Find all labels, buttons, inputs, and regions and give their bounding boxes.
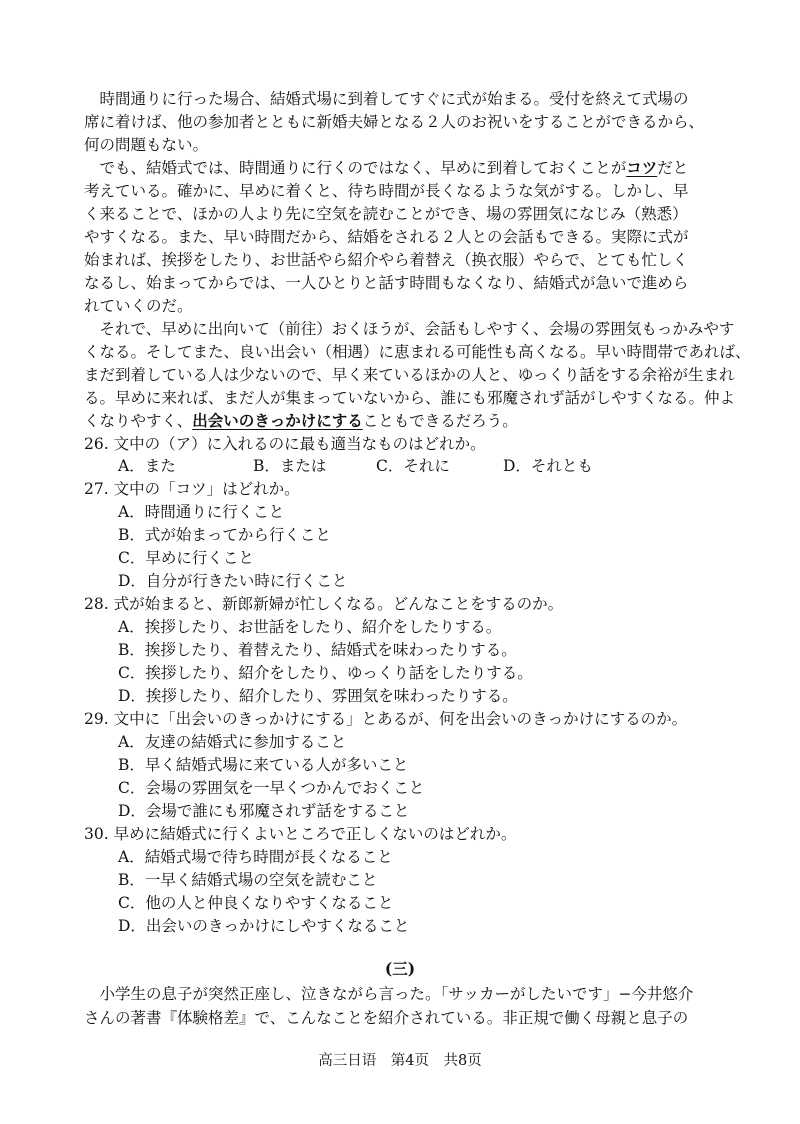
passage-line: やすくなる。また、早い時間だから、結婚をされる２人との会話もできる。実際に式が: [84, 228, 689, 246]
option-d: D．会場で誰にも邪魔されず話をすること: [118, 802, 410, 820]
section-heading: (三): [384, 959, 416, 978]
question-27-stem: 27. 文中の「コツ」はどれか。: [84, 480, 300, 498]
passage-line-with-keyword: [84, 157, 688, 179]
page-footer: 高三日语 第4页 共8页: [318, 1053, 482, 1069]
option-b: B．式が始まってから行くこと: [118, 526, 331, 544]
passage-line: まだ到着している人は少ないので、早く来ているほかの人と、ゆっくり話をする余裕が生まれ: [84, 366, 735, 384]
underlined-phrase: 出会いのきっかけにする: [192, 411, 363, 430]
passage-line: 始まれば、挨拶をしたり、お世話やら紹介やら着替え（换衣服）やらで、とても忙しく: [84, 251, 689, 269]
option-d: D．挨拶したり、紹介したり、雰囲気を味わったりする。: [118, 687, 518, 705]
option-a: A．挨拶したり、お世話をしたり、紹介をしたりする。: [118, 618, 502, 636]
question-30-stem: 30. 早めに結婚式に行くよいところで正しくないのはどれか。: [84, 825, 517, 843]
keyword-kotsu: コツ: [626, 158, 658, 177]
passage-line: 時間通りに行った場合、結婚式場に到着してすぐに式が始まる。受付を終えて式場の: [84, 90, 689, 108]
option-d: D．それとも: [503, 457, 593, 475]
question-29-stem: 29. 文中に「出会いのきっかけにする」とあるが、何を出会いのきっかけにするのか。: [84, 710, 688, 728]
option-c: C．早めに行くこと: [118, 549, 254, 567]
question-26-stem: 26. 文中の（ア）に入れるのに最も適当なものはどれか。: [84, 435, 486, 453]
option-b: B．挨拶したり、着替えたり、結婚式を味わったりする。: [118, 641, 517, 659]
passage-line: る。早めに来れば、まだ人が集まっていないから、誰にも邪魔されず話がしやすくなる。仲よ: [84, 389, 736, 407]
option-c: C．それに: [376, 457, 450, 475]
passage-text: くなりやすく、: [84, 412, 193, 430]
passage-line: 考えている。確かに、早めに着くと、待ち時間が長くなるような気がする。しかし、早: [84, 182, 689, 200]
option-a: A．時間通りに行くこと: [118, 503, 285, 521]
passage-line: くなる。そしてまた、良い出会い（相遇）に恵まれる可能性も高くなる。早い時間帯であれば、: [84, 343, 751, 361]
option-d: D．出会いのきっかけにしやすくなること: [118, 917, 410, 935]
option-c: C．他の人と仲良くなりやすくなること: [118, 894, 394, 912]
question-28-stem: 28. 式が始まると、新郎新婦が忙しくなる。どんなことをするのか。: [84, 595, 564, 613]
option-a: A．結婚式場で待ち時間が長くなること: [118, 848, 393, 866]
passage-line: れていくのだ。: [84, 297, 193, 315]
passage-line-with-underline: [84, 410, 518, 432]
option-d: D．自分が行きたい時に行くこと: [118, 572, 348, 590]
passage-line: 何の問題もない。: [84, 136, 209, 154]
passage-text: だと: [657, 159, 689, 177]
option-c: C．挨拶したり、紹介をしたり、ゆっくり話をしたりする。: [118, 664, 533, 682]
passage-line: なるし、始まってからでは、一人ひとりと話す時間もなくなり、結婚式が急いで進めら: [84, 274, 689, 292]
passage-line: それで、早めに出向いて（前往）おくほうが、会話もしやすく、会場の雰囲気もっかみやす: [84, 320, 735, 338]
option-c: C．会場の雰囲気を一早くつかんでおくこと: [118, 779, 425, 797]
option-b: B．一早く結婚式場の空気を読むこと: [118, 871, 378, 889]
option-a: A．また: [118, 457, 176, 475]
passage-line: 席に着けば、他の参加者とともに新婚夫婦となる２人のお祝いをすることができるから、: [84, 113, 705, 131]
passage-text: こともできるだろう。: [362, 412, 518, 430]
passage-text: でも、結婚式では、時間通りに行くのではなく、早めに到着しておくことが: [84, 159, 627, 177]
passage-line: 小学生の息子が突然正座し、泣きながら言った。「サッカーがしたいです」−今井悠介: [84, 985, 694, 1003]
question-26-options: [118, 455, 738, 477]
option-a: A．友達の結婚式に参加すること: [118, 733, 347, 751]
passage-line: さんの著書『体験格差』で、こんなことを紹介されている。非正規で働く母親と息子の: [84, 1009, 689, 1027]
option-b: B．または: [253, 457, 327, 475]
option-b: B．早く結婚式場に来ている人が多いこと: [118, 756, 409, 774]
passage-line: く来ることで、ほかの人より先に空気を読むことができ、場の雰囲気になじみ（熟悉）: [84, 205, 688, 223]
